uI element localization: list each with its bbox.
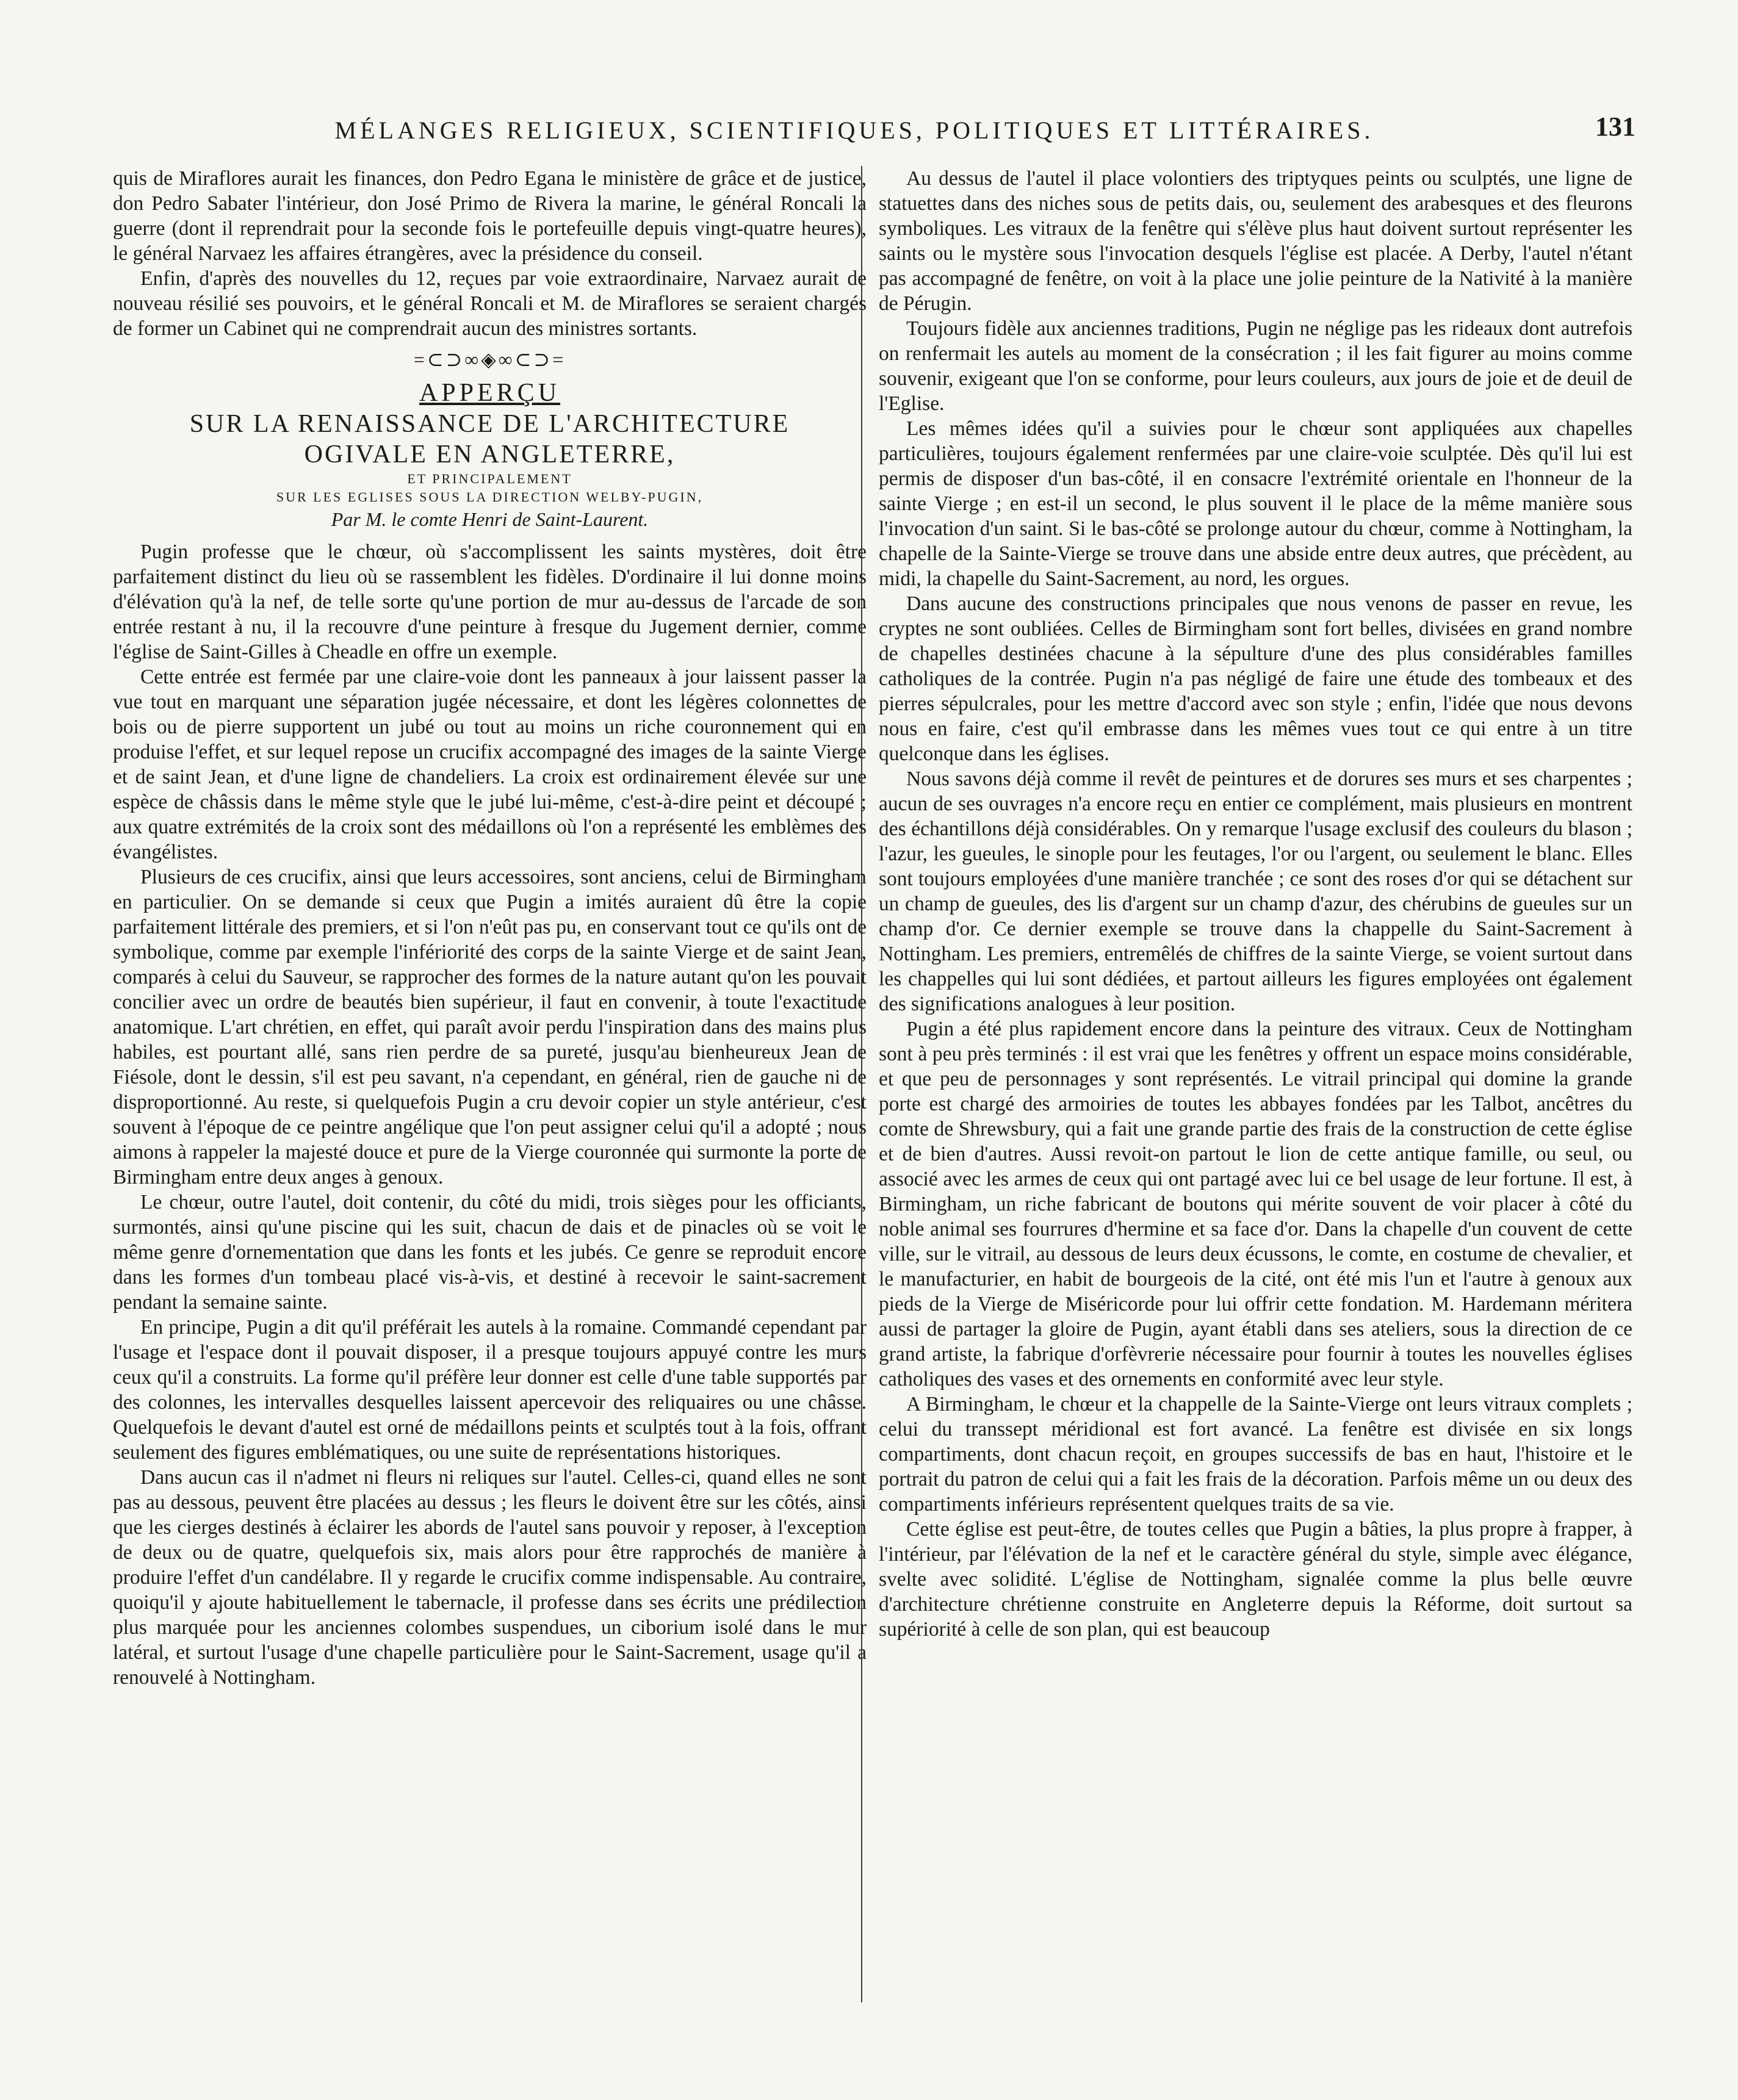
article-byline: Par M. le comte Henri de Saint-Laurent. (331, 508, 649, 530)
running-title: MÉLANGES RELIGIEUX, SCIENTIFIQUES, POLITIQUES ET LITTÉRAIRES. (334, 117, 1374, 144)
paragraph: Enfin, d'après des nouvelles du 12, reçues par voie extraordinaire, Narvaez aurait de nouveau résilié ses pouvoirs, et le général Roncali et M. de Miraflores se seraient chargés de former un Cabinet qui ne comprendrait aucun des ministres sortants. (113, 267, 867, 340)
paragraph: Le chœur, outre l'autel, doit contenir, du côté du midi, trois sièges pour les officiants, surmontés, ainsi qu'une piscine qui les suit, chacun de dais et de pinacles où se voit le même genre d'ornementation que dans les fonts et les jubés. Ce genre se reproduit encore dans les formes d'un tombeau placé vis-à-vis, et destiné à recevoir le saint-sacrement pendant la semaine sainte. (113, 1191, 867, 1314)
paragraph: Toujours fidèle aux anciennes traditions, Pugin ne néglige pas les rideaux dont autrefois on renfermait les autels au moment de la consécration ; il les fait figurer au moins comme souvenir, exigeant que l'on se conforme, pour leurs couleurs, aux jours de joie et de deuil de l'Eglise. (879, 317, 1632, 415)
page-number: 131 (1595, 112, 1635, 142)
left-column (113, 166, 867, 1690)
paragraph: Plusieurs de ces crucifix, ainsi que leurs accessoires, sont anciens, celui de Birmingham en particulier. On se demande si ceux que Pugin a imités auraient dû être la copie parfaitement littérale des premiers, et si l'on n'eût pas pu, en conservant tout ce qu'ils ont de symbolique, comme par exemple l'infériorité des corps de la sainte Vierge et de saint Jean, comparés à celui du Sauveur, se rapprocher des formes de la nature autant qu'on les pouvait concilier avec un ordre de beautés bien supérieur, il faut en convenir, à toute l'exactitude anatomique. L'art chrétien, en effet, qui paraît avoir perdu l'inspiration dans des mains plus habiles, est pourtant allé, sans rien perdre de sa pureté, jusqu'au bienheureux Jean de Fiésole, dont le dessin, s'il est peu savant, n'a cependant, en général, rien de gauche ni de disproportionné. Au reste, si quelquefois Pugin a cru devoir copier un style antérieur, c'est souvent à l'époque de ce peintre angélique que l'on peut assigner celui qu'il a adopté ; nous aimons à rappeler la majesté douce et pure de la Vierge couronnée qui surmonte la porte de Birmingham entre deux anges à genoux. (113, 866, 867, 1188)
article-title: APPERÇU (419, 379, 561, 407)
article-subtitle-small: ET PRINCIPALEMENT (407, 471, 572, 486)
article-subtitle-small: SUR LES EGLISES SOUS LA DIRECTION WELBY-PUGIN, (276, 489, 704, 505)
article-heading (113, 377, 867, 532)
paragraph: Pugin a été plus rapidement encore dans la peinture des vitraux. Ceux de Nottingham sont à peu près terminés : il est vrai que les fenêtres y offrent un espace moins considérable, et que peu de personnages y sont représentés. Le vitrail principal qui domine la grande porte est chargé des armoiries de toutes les abbayes fondées par les Talbot, ancêtres du comte de Shrewsbury, qui a fait une grande partie des frais de la construction de cette église et de bien d'autres. Aussi revoit-on partout le lion de cette antique famille, ou seul, ou associé avec les armes de ceux qui ont partagé avec lui ce bel usage de leur fortune. Il est, à Birmingham, un riche fabricant de boutons qui mérite souvent de voir placer à côté du noble animal ses fourrures d'hermine et sa face d'or. Dans la chapelle d'un couvent de cette ville, sur le vitrail, au dessous de leurs deux écussons, le comte, en costume de chevalier, et le manufacturier, en habit de bourgeois de la cité, ont été mis l'un et l'autre à genoux aux pieds de la Vierge de Miséricorde pour lui offrir cette fondation. M. Hardemann méritera aussi de partager la gloire de Pugin, ayant établi dans ses ateliers, sous la direction de ce grand artiste, la fabrique d'orfèvrerie nécessaire pour fournir à toutes les nouvelles églises catholiques des vases et des ornements en conformité avec leur style. (879, 1018, 1632, 1390)
page-header (73, 112, 1635, 159)
paragraph: En principe, Pugin a dit qu'il préférait les autels à la romaine. Commandé cependant par l'usage et l'espace dont il pouvait disposer, il a presque toujours appuyé contre les murs ceux qu'il a construits. La forme qu'il préfère leur donner est celle d'une table supportés par des colonnes, les intervalles desquelles laissent apercevoir des reliquaires ou une châsse. Quelquefois le devant d'autel est orné de médaillons peints et sculptés tout à la fois, offrant seulement des figures emblématiques, ou une suite de représentations historiques. (113, 1316, 867, 1464)
article-subtitle: SUR LA RENAISSANCE DE L'ARCHITECTURE (189, 410, 790, 438)
paragraph: Dans aucun cas il n'admet ni fleurs ni reliques sur l'autel. Celles-ci, quand elles ne sont pas au dessous, peuvent être placées au dessus ; les fleurs le doivent être sur les côtés, ainsi que les cierges destinés à éclairer les abords de l'autel sans pouvoir y reposer, à l'exception de deux ou de quatre, quelquefois six, mais alors pour être rapprochés de manière à produire l'effet d'un candélabre. Il y regarde le crucifix comme indispensable. Au contraire, quoiqu'il y ajoute habituellement le tabernacle, il professe dans ses écrits une prédilection plus marquée pour les anciennes colombes suspendues, un ciborium isolé dans le mur latéral, et surtout l'usage d'une chapelle particulière pour le Saint-Sacrement, usage qu'il a renouvelé à Nottingham. (113, 1466, 867, 1689)
paragraph: quis de Miraflores aurait les finances, don Pedro Egana le ministère de grâce et de justice, don Pedro Sabater l'intérieur, don José Primo de Rivera la marine, le général Roncali la guerre (dont il reprendrait pour la seconde fois le portefeuille depuis vingt-quatre heures), le général Narvaez les affaires étrangères, avec la présidence du conseil. (113, 167, 867, 265)
paragraph: Au dessus de l'autel il place volontiers des triptyques peints ou sculptés, une ligne de statuettes dans des niches sous de petits dais, ou, seulement des arabesques et des fleurons symboliques. Les vitraux de la fenêtre qui s'élève plus haut doivent surtout représenter les saints ou le mystère sous l'invocation desquels l'église est placée. A Derby, l'autel n'étant pas accompagné de fenêtre, on voit à la place une jolie peinture de la Nativité à la manière de Pérugin. (879, 167, 1632, 315)
section-ornament: =⊂⊃∞◈∞⊂⊃= (413, 348, 566, 370)
paragraph: Les mêmes idées qu'il a suivies pour le chœur sont appliquées aux chapelles particulières, toujours également renfermées par une claire-voie sculptée. Dès qu'il lui est permis de disposer d'un bas-côté, il en consacre l'extrémité orientale en l'honneur de la sainte Vierge ; en est-il un second, le plus souvent il le place de la même manière sous l'invocation d'un saint. Si le bas-côté se prolonge autour du chœur, comme à Nottingham, la chapelle de la Sainte-Vierge se trouve dans une abside entre deux autres, que précèdent, au midi, la chapelle du Saint-Sacrement, au nord, les orgues. (879, 417, 1632, 590)
paragraph: Cette église est peut-être, de toutes celles que Pugin a bâties, la plus propre à frapper, à l'intérieur, par l'élévation de la nef et le caractère général du style, simple avec élégance, svelte avec solidité. L'église de Nottingham, signalée comme la plus belle œuvre d'architecture chrétienne construite en Angleterre depuis la Réforme, doit surtout sa supériorité à celle de son plan, qui est beaucoup (879, 1518, 1632, 1641)
paragraph: Dans aucune des constructions principales que nous venons de passer en revue, les cryptes ne sont oubliées. Celles de Birmingham sont fort belles, divisées en grand nombre de chapelles destinées chacune à la sépulture d'une des plus considérables familles catholiques de la contrée. Pugin n'a pas négligé de faire une étude des tombeaux et des pierres sépulcrales, pour les mettre d'accord avec son style ; enfin, l'idée que nous devons nous en faire, c'est qu'il embrasse dans les mêmes vues tout ce qui entre à un titre quelconque dans les églises. (879, 592, 1632, 765)
right-column (879, 166, 1632, 1642)
paragraph: Cette entrée est fermée par une claire-voie dont les panneaux à jour laissent passer la vue tout en marquant une séparation jugée nécessaire, et dont les légères colonnettes de bois ou de pierre supportent un jubé ou tout au moins un riche couronnement qui en produise l'effet, et sur lequel repose un crucifix accompagné des images de la sainte Vierge et de saint Jean, et d'une ligne de chandeliers. La croix est ordinairement élevée sur une espèce de châssis dans le même style que le jubé lui-même, c'est-à-dire peint et découpé ; aux quatre extrémités de la croix sont des médaillons où l'on a représenté les emblèmes des évangélistes. (113, 666, 867, 863)
paragraph: Nous savons déjà comme il revêt de peintures et de dorures ses murs et ses charpentes ; aucun de ses ouvrages n'a encore reçu en entier ce complément, mais plusieurs en montrent des échantillons déjà considérables. On y remarque l'usage exclusif des couleurs du blason ; l'azur, les gueules, le sinople pour les feutages, l'or ou l'argent, ou seulement le blanc. Elles sont toujours employées d'une manière tranchée ; ce sont des roses d'or qui se détachent sur un champ de gueules, des lis d'argent sur un champ d'azur, des chérubins de gueules sur un champ d'or. Ce dernier exemple se trouve dans la chappelle du Saint-Sacrement à Nottingham. Les premiers, entremêlés de chiffres de la sainte Vierge, se voient surtout dans les chappelles qui lui sont dédiées, et partout ailleurs les figures employées ont également des significations analogues à leur position. (879, 768, 1632, 1015)
paragraph: A Birmingham, le chœur et la chappelle de la Sainte-Vierge ont leurs vitraux complets ; celui du transsept méridional est fort avancé. La fenêtre est divisée en six longs compartiments, dont chacun reçoit, en groupes successifs de bas en haut, l'histoire et le portrait du patron de celui qui a fait les frais de la décoration. Parfois même un ou deux des compartiments inférieurs représentent quelques traits de sa vie. (879, 1393, 1632, 1516)
article-subtitle: OGIVALE EN ANGLETERRE, (304, 440, 676, 469)
paragraph: Pugin professe que le chœur, où s'accomplissent les saints mystères, doit être parfaitement distinct du lieu où se rassemblent les fidèles. D'ordinaire il lui donne moins d'élévation qu'à la nef, de telle sorte qu'une portion de mur au-dessus de l'arcade de son entrée restant à nu, il la recouvre d'une peinture à fresque du Jugement dernier, comme l'église de Saint-Gilles à Cheadle en offre un exemple. (113, 541, 867, 663)
